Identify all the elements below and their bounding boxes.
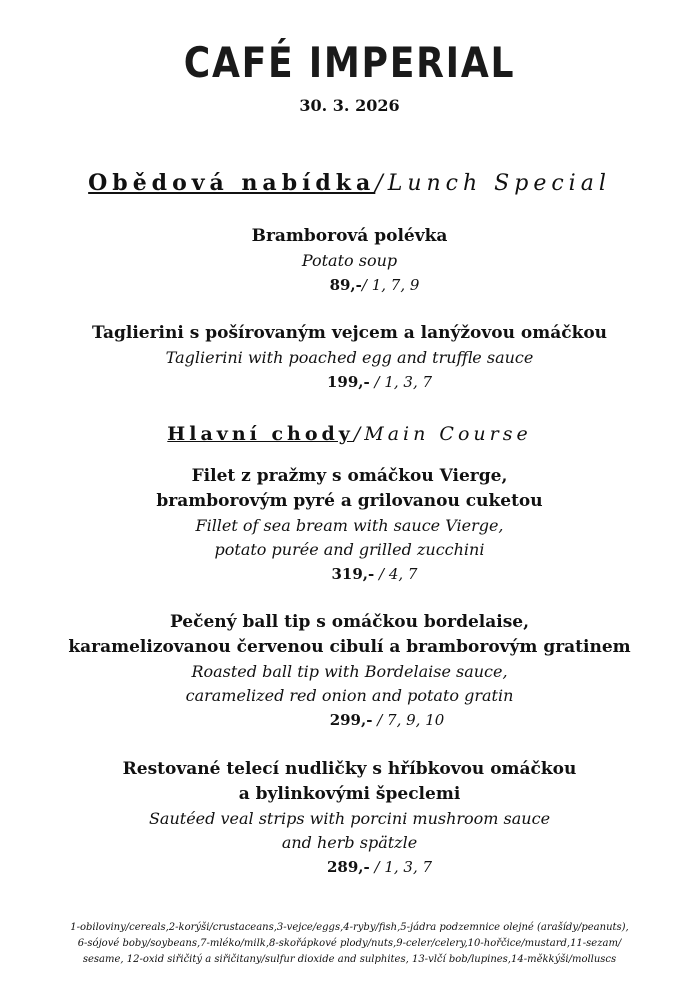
dish-price <box>0 855 699 879</box>
menu-date: 30. 3. 2026 <box>299 96 400 115</box>
price-value: 199,- <box>326 373 370 391</box>
dish-name-en: Potato soup <box>301 251 398 270</box>
dish-price <box>0 708 699 732</box>
dish-name-en: caramelized red onion and potato gratin <box>185 686 514 705</box>
dish-name-cz: Restované telecí nudličky s hříbkovou omáčkou <box>122 759 577 779</box>
price-value: 289,- <box>326 858 370 876</box>
allergen-codes: / 1, 3, 7 <box>369 373 433 391</box>
dish-name-cz: Filet z pražmy s omáčkou Vierge, <box>191 466 508 486</box>
dish-name-en: Sautéed veal strips with porcini mushroom sauce <box>148 809 551 828</box>
dish-name-en: Fillet of sea bream with sauce Vierge, <box>195 516 504 535</box>
lunch-heading-en: Lunch Special <box>387 171 611 196</box>
dish-name-cz: Taglierini s pošírovaným vejcem a lanýžovou omáčkou <box>91 323 608 343</box>
allergen-codes: / 1, 3, 7 <box>369 858 433 876</box>
dish-name-en: Roasted ball tip with Bordelaise sauce, <box>191 662 508 681</box>
main-heading-cz: Hlavní chody <box>167 423 354 445</box>
allergens-line: 1-obiloviny/cereals,2-korýši/crustaceans,3-vejce/eggs,4-ryby/fish,5-jádra podzemnice olejné (arašídy/peanuts), <box>70 922 629 933</box>
lunch-special-heading <box>0 170 699 196</box>
dish-name-en: potato purée and grilled zucchini <box>214 540 485 559</box>
price-value: 299,- <box>329 711 373 729</box>
price-value: 319,- <box>331 565 375 583</box>
dish-name-cz: Pečený ball tip s omáčkou bordelaise, <box>169 612 530 632</box>
allergen-codes: / 7, 9, 10 <box>372 711 445 729</box>
main-course-heading <box>0 423 699 445</box>
price-value: 89,- <box>329 276 362 294</box>
lunch-heading-sep: / <box>375 171 388 196</box>
main-heading-sep: / <box>353 423 365 445</box>
allergens-line: sesame, 12-oxid siřičitý a siřičitany/sulfur dioxide and sulphites, 13-vlčí bob/lupines,14-měkkýši/molluscs <box>82 954 617 965</box>
dish-name-cz: bramborovým pyré a grilovanou cuketou <box>156 491 543 511</box>
menu-item-potato-soup <box>0 224 699 297</box>
dish-name-en: Taglierini with poached egg and truffle sauce <box>165 348 534 367</box>
dish-name-cz: a bylinkovými špeclemi <box>238 784 461 804</box>
allergen-codes: / 4, 7 <box>374 565 418 583</box>
cafe-imperial-logo: CAFÉ IMPERIAL <box>183 38 516 87</box>
menu-item-taglierini <box>0 321 699 394</box>
dish-name-en: and herb spätzle <box>281 833 418 852</box>
dish-name-cz: karamelizovanou červenou cibulí a bramborovým gratinem <box>68 637 631 657</box>
allergen-codes: / 1, 7, 9 <box>361 276 420 294</box>
main-heading-en: Main Course <box>364 423 532 445</box>
lunch-heading-cz: Obědová nabídka <box>88 170 376 196</box>
allergens-line: 6-sójové boby/soybeans,7-mléko/milk,8-skořápkové plody/nuts,9-celer/celery,10-hořčice/mustard,11-sezam/ <box>77 938 622 949</box>
menu-item-sea-bream <box>0 464 699 586</box>
dish-price <box>0 562 699 586</box>
menu-item-veal-strips <box>0 757 699 879</box>
menu-item-ball-tip <box>0 610 699 732</box>
allergens-legend <box>0 920 699 968</box>
dish-name-cz: Bramborová polévka <box>251 226 448 246</box>
dish-price <box>0 370 699 394</box>
dish-price <box>0 273 699 297</box>
